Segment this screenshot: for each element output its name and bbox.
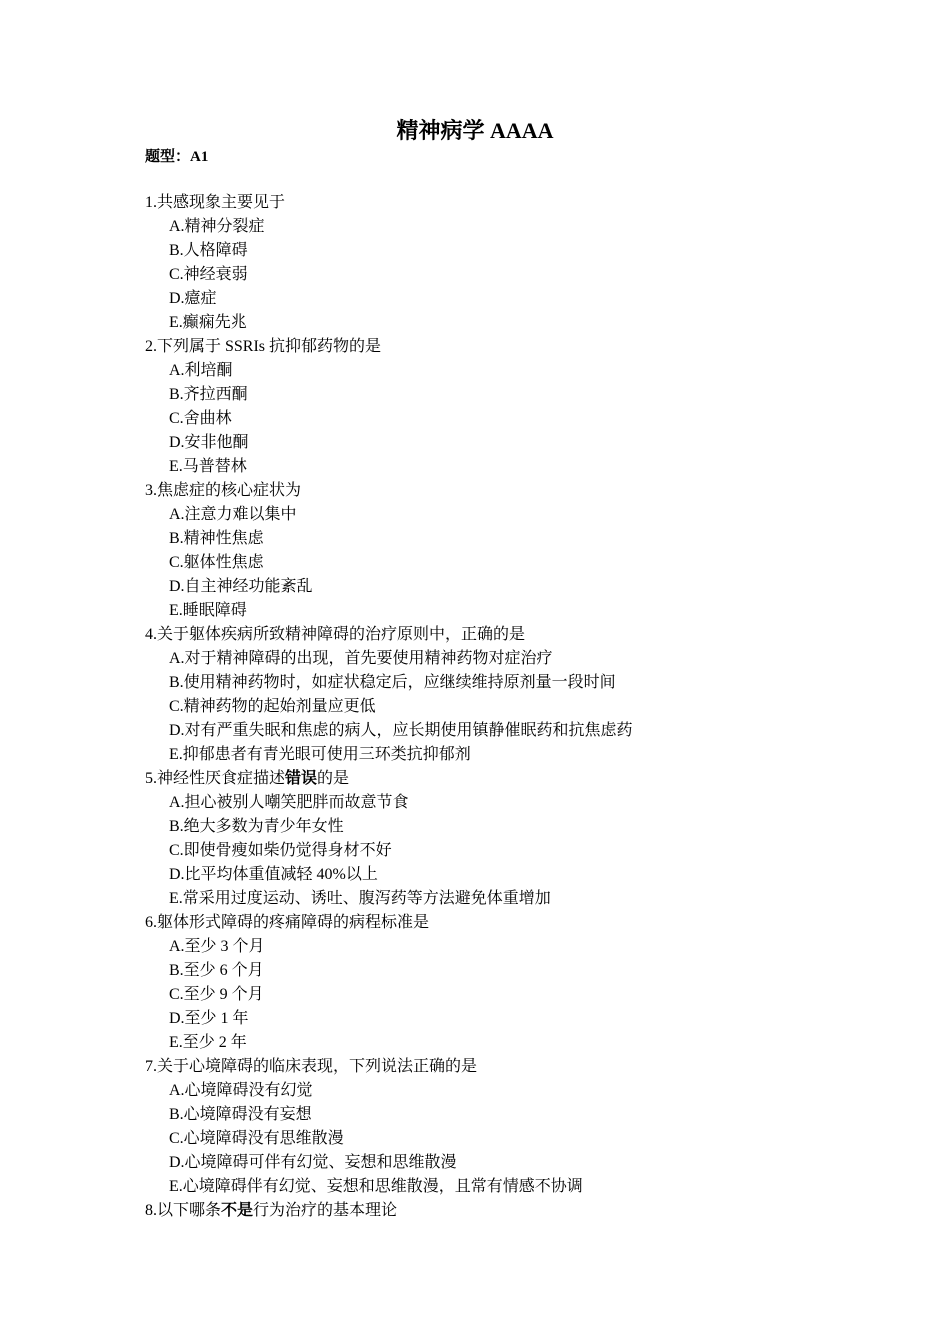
answer-option: B.至少 6 个月 xyxy=(169,962,264,979)
answer-option: D.癔症 xyxy=(169,290,217,307)
question-item xyxy=(145,1199,865,1223)
answer-option: C.舍曲林 xyxy=(169,410,232,427)
question-stem-emphasis: 错误 xyxy=(285,770,318,787)
question-stem xyxy=(145,1055,865,1079)
answer-option: D.至少 1 年 xyxy=(169,1010,249,1027)
question-item xyxy=(145,191,865,335)
answer-option: A.利培酮 xyxy=(169,362,233,379)
answer-option: A.至少 3 个月 xyxy=(169,938,265,955)
question-item xyxy=(145,479,865,623)
answer-option: C.神经衰弱 xyxy=(169,266,248,283)
answer-option: D.自主神经功能紊乱 xyxy=(169,578,313,595)
question-item xyxy=(145,623,865,767)
answer-option: A.对于精神障碍的出现，首先要使用精神药物对症治疗 xyxy=(169,650,553,667)
answer-option: D.心境障碍可伴有幻觉、妄想和思维散漫 xyxy=(169,1154,457,1171)
question-stem-text: 1.共感现象主要见于 xyxy=(145,194,286,211)
question-stem-text: 4.关于躯体疾病所致精神障碍的治疗原则中，正确的是 xyxy=(145,626,526,643)
question-item xyxy=(145,911,865,1055)
answer-option: B.使用精神药物时，如症状稳定后，应继续维持原剂量一段时间 xyxy=(169,674,616,691)
question-stem-text: 3.焦虑症的核心症状为 xyxy=(145,482,302,499)
answer-option: A.精神分裂症 xyxy=(169,218,265,235)
answer-option: D.对有严重失眠和焦虑的病人，应长期使用镇静催眠药和抗焦虑药 xyxy=(169,722,633,739)
answer-option: E.睡眠障碍 xyxy=(169,602,247,619)
question-list xyxy=(145,191,865,1223)
question-stem xyxy=(145,191,865,215)
question-stem-text: 2.下列属于 SSRIs 抗抑郁药物的是 xyxy=(145,338,382,355)
answer-option: B.人格障碍 xyxy=(169,242,248,259)
answer-option: A.心境障碍没有幻觉 xyxy=(169,1082,313,1099)
question-stem xyxy=(145,335,865,359)
question-stem-text: 行为治疗的基本理论 xyxy=(253,1202,398,1219)
answer-option: D.比平均体重值减轻 40%以上 xyxy=(169,866,378,883)
answer-option: C.心境障碍没有思维散漫 xyxy=(169,1130,344,1147)
answer-option: E.至少 2 年 xyxy=(169,1034,247,1051)
question-item xyxy=(145,335,865,479)
answer-option: B.绝大多数为青少年女性 xyxy=(169,818,344,835)
answer-option: E.马普替林 xyxy=(169,458,247,475)
answer-option: C.即使骨瘦如柴仍觉得身材不好 xyxy=(169,842,392,859)
answer-option: A.担心被别人嘲笑肥胖而故意节食 xyxy=(169,794,409,811)
answer-option: C.至少 9 个月 xyxy=(169,986,264,1003)
answer-option: A.注意力难以集中 xyxy=(169,506,297,523)
question-stem-text: 6.躯体形式障碍的疼痛障碍的病程标准是 xyxy=(145,914,430,931)
question-item xyxy=(145,1055,865,1199)
answer-option: E.常采用过度运动、诱吐、腹泻药等方法避免体重增加 xyxy=(169,890,551,907)
answer-option: C.躯体性焦虑 xyxy=(169,554,264,571)
question-stem xyxy=(145,479,865,503)
question-stem xyxy=(145,1199,865,1223)
question-stem-text: 的是 xyxy=(317,770,350,787)
question-stem xyxy=(145,623,865,647)
question-stem-emphasis: 不是 xyxy=(221,1202,254,1219)
question-stem xyxy=(145,767,865,791)
answer-option: C.精神药物的起始剂量应更低 xyxy=(169,698,376,715)
question-item xyxy=(145,767,865,911)
answer-option: D.安非他酮 xyxy=(169,434,249,451)
answer-option: E.癫痫先兆 xyxy=(169,314,247,331)
question-stem-text: 7.关于心境障碍的临床表现，下列说法正确的是 xyxy=(145,1058,478,1075)
answer-option: E.心境障碍伴有幻觉、妄想和思维散漫，且常有情感不协调 xyxy=(169,1178,583,1195)
answer-option: B.精神性焦虑 xyxy=(169,530,264,547)
document-title: 精神病学 AAAA xyxy=(396,118,554,143)
answer-option: B.心境障碍没有妄想 xyxy=(169,1106,312,1123)
question-stem-text: 8.以下哪条 xyxy=(145,1202,222,1219)
question-type-label: 题型：A1 xyxy=(145,149,209,165)
question-stem xyxy=(145,911,865,935)
answer-option: E.抑郁患者有青光眼可使用三环类抗抑郁剂 xyxy=(169,746,471,763)
answer-option: B.齐拉西酮 xyxy=(169,386,248,403)
question-stem-text: 5.神经性厌食症描述 xyxy=(145,770,286,787)
